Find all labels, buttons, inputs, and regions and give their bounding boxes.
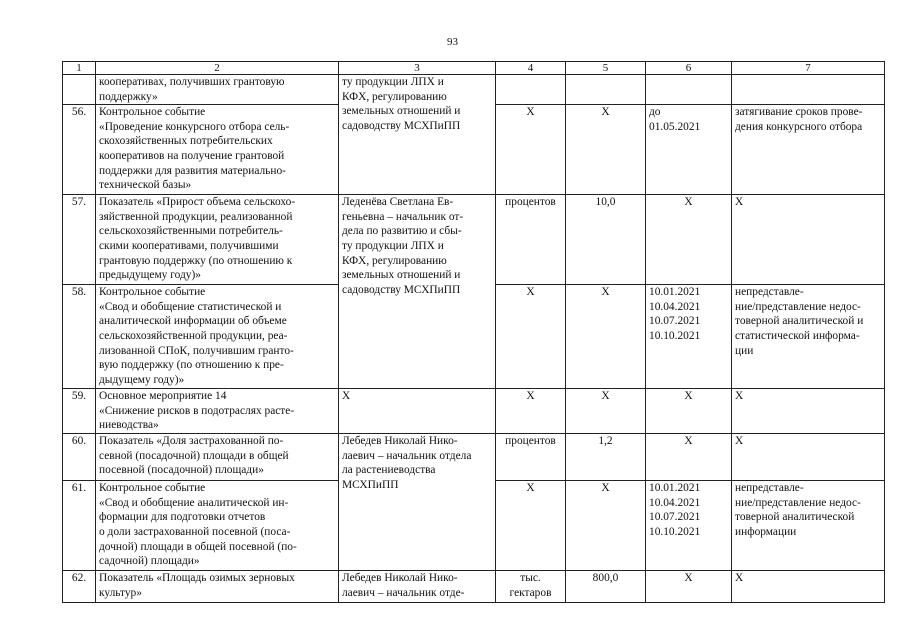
row-number: 57. <box>63 195 96 285</box>
row-name: Основное мероприятие 14 «Снижение рисков в подотраслях расте- ниеводства» <box>96 389 339 434</box>
value-cell: Х <box>566 105 646 195</box>
header-row <box>63 62 885 75</box>
table-row <box>63 389 885 434</box>
header-cell: 5 <box>566 62 646 75</box>
date-cell: Х <box>646 195 732 285</box>
header-cell: 1 <box>63 62 96 75</box>
header-cell: 2 <box>96 62 339 75</box>
risk-cell: Х <box>732 434 885 481</box>
value-cell: Х <box>566 481 646 571</box>
risk-cell: затягивание сроков прове- дения конкурсного отбора <box>732 105 885 195</box>
row-name: Контрольное событие «Проведение конкурсного отбора сель- скохозяйственных потребительских кооперативов на получение грантовой поддержки для развития материально- технической базы» <box>96 105 339 195</box>
row-number: 59. <box>63 389 96 434</box>
table-row <box>63 195 885 285</box>
row-number: 58. <box>63 285 96 389</box>
header-cell: 4 <box>496 62 566 75</box>
row-name: Контрольное событие «Свод и обобщение статистической и аналитической информации об объеме сельскохозяйственной продукции, реа- лизованной СПоК, получившим гранто- вую поддержку (по отношению к пре- дыдущему году)» <box>96 285 339 389</box>
date-cell: Х <box>646 434 732 481</box>
row-name: Показатель «Прирост объема сельскохо- зяйственной продукции, реализованной сельскохозяйственными потребитель- скими кооперативами, получившими грантовую поддержку (по отношению к предыдущему году)» <box>96 195 339 285</box>
value-cell: Х <box>566 389 646 434</box>
row-name: кооперативах, получивших грантовую поддержку» <box>96 75 339 105</box>
row-name: Показатель «Доля застрахованной по- севной (посадочной) площади в общей посевной (посадочной) площади» <box>96 434 339 481</box>
unit-cell: Х <box>496 105 566 195</box>
unit-cell: тыс. гектаров <box>496 571 566 603</box>
responsible-cell: Лебедев Николай Нико- лаевич – начальник отдела ла растениеводства МСХПиПП <box>339 434 496 571</box>
page-number: 93 <box>447 36 458 48</box>
value-cell: Х <box>566 285 646 389</box>
responsible-cell: Лебедев Николай Нико- лаевич – начальник отде- <box>339 571 496 603</box>
responsible-cell: Леденёва Светлана Ев- геньевна – начальник от- дела по развитию и сбы- ту продукции ЛПХ и КФХ, регулированию земельных отношений и садоводству МСХПиПП <box>339 195 496 389</box>
risk-cell: Х <box>732 389 885 434</box>
responsible-cell: Х <box>339 389 496 434</box>
unit-cell: Х <box>496 481 566 571</box>
value-cell <box>566 75 646 105</box>
unit-cell: процентов <box>496 195 566 285</box>
document-table <box>62 61 885 603</box>
table-row <box>63 571 885 603</box>
value-cell: 1,2 <box>566 434 646 481</box>
risk-cell: непредставле- ние/представление недос- товерной аналитической и статистической информа- ции <box>732 285 885 389</box>
row-name: Показатель «Площадь озимых зерновых культур» <box>96 571 339 603</box>
row-number: 60. <box>63 434 96 481</box>
unit-cell: Х <box>496 285 566 389</box>
date-cell: 10.01.2021 10.04.2021 10.07.2021 10.10.2021 <box>646 481 732 571</box>
date-cell <box>646 75 732 105</box>
table-row <box>63 75 885 105</box>
row-number <box>63 75 96 105</box>
value-cell: 800,0 <box>566 571 646 603</box>
value-cell: 10,0 <box>566 195 646 285</box>
date-cell: Х <box>646 571 732 603</box>
responsible-cell: ту продукции ЛПХ и КФХ, регулированию земельных отношений и садоводству МСХПиПП <box>339 75 496 195</box>
table-row <box>63 434 885 481</box>
header-cell: 7 <box>732 62 885 75</box>
risk-cell: Х <box>732 571 885 603</box>
header-cell: 3 <box>339 62 496 75</box>
date-cell: Х <box>646 389 732 434</box>
unit-cell: Х <box>496 389 566 434</box>
row-number: 62. <box>63 571 96 603</box>
unit-cell <box>496 75 566 105</box>
date-cell: до 01.05.2021 <box>646 105 732 195</box>
date-cell: 10.01.2021 10.04.2021 10.07.2021 10.10.2021 <box>646 285 732 389</box>
risk-cell: непредставле- ние/представление недос- товерной аналитической информации <box>732 481 885 571</box>
header-cell: 6 <box>646 62 732 75</box>
risk-cell <box>732 75 885 105</box>
risk-cell: Х <box>732 195 885 285</box>
row-number: 56. <box>63 105 96 195</box>
row-number: 61. <box>63 481 96 571</box>
unit-cell: процентов <box>496 434 566 481</box>
row-name: Контрольное событие «Свод и обобщение аналитической ин- формации для подготовки отчетов о доли застрахованной посевной (поса- дочной) площади в общей посевной (по- садочной) площади» <box>96 481 339 571</box>
